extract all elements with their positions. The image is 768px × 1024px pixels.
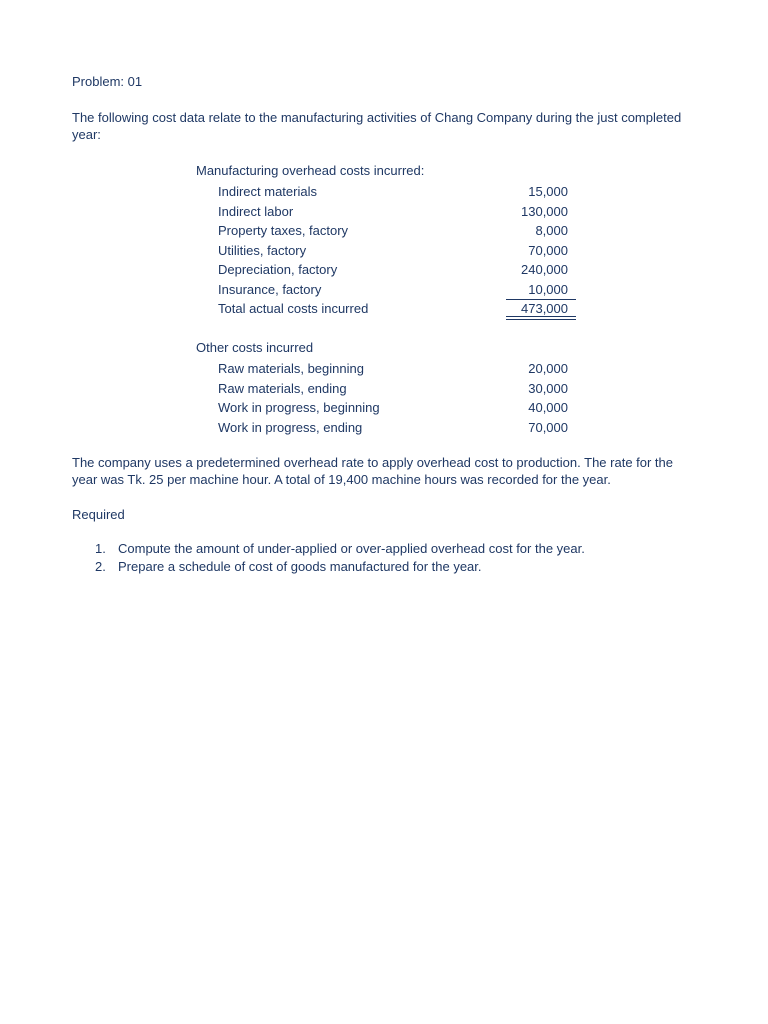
double-total-rule: [506, 316, 576, 320]
cost-label: Utilities, factory: [218, 242, 307, 258]
list-text: Compute the amount of under-applied or over-applied overhead cost for the year.: [118, 541, 585, 556]
cost-row: [218, 398, 576, 418]
other-costs-section-title: Other costs incurred: [196, 340, 314, 355]
cost-row: [218, 221, 576, 241]
cost-row: [218, 202, 576, 222]
cost-label: Raw materials, beginning: [218, 361, 364, 376]
list-text: Prepare a schedule of cost of goods manufactured for the year.: [118, 559, 482, 574]
problem-heading: Problem: 01: [72, 74, 143, 89]
cost-amount: 10,000: [528, 281, 568, 297]
cost-row: [218, 379, 576, 399]
other-cost-table: [218, 359, 576, 437]
cost-amount: 15,000: [528, 184, 568, 199]
cost-amount: 70,000: [528, 419, 568, 435]
required-list: [72, 540, 696, 576]
cost-amount: 70,000: [528, 242, 568, 258]
cost-amount: 30,000: [528, 380, 568, 396]
overhead-section-title: Manufacturing overhead costs incurred:: [196, 163, 425, 178]
cost-amount: 40,000: [528, 400, 568, 415]
list-item: [72, 540, 696, 558]
cost-label: Indirect materials: [218, 184, 317, 199]
cost-row: [218, 418, 576, 438]
intro-paragraph: The following cost data relate to the manufacturing activities of Chang Company during the just completed year:: [72, 110, 682, 142]
cost-label: Depreciation, factory: [218, 262, 338, 277]
closing-paragraph: The company uses a predetermined overhead rate to apply overhead cost to production. The rate for the year was Tk. 25 per machine hour. A total of 19,400 machine hours was recorded for the year.: [72, 455, 674, 487]
total-row: [218, 299, 576, 319]
cost-label: Indirect labor: [218, 203, 294, 219]
cost-label: Work in progress, ending: [218, 419, 363, 435]
cost-row: [218, 182, 576, 202]
list-number: 2.: [95, 559, 106, 574]
cost-label: Insurance, factory: [218, 281, 322, 297]
overhead-cost-table: [218, 182, 576, 319]
cost-row: [218, 241, 576, 261]
cost-amount: 240,000: [521, 262, 568, 277]
cost-label: Property taxes, factory: [218, 223, 349, 238]
cost-label: Raw materials, ending: [218, 380, 347, 396]
total-label: Total actual costs incurred: [218, 301, 369, 316]
list-item: [72, 558, 696, 576]
cost-row: [218, 280, 576, 300]
cost-amount: 20,000: [528, 361, 568, 376]
total-amount: 473,000: [521, 301, 568, 316]
cost-row: [218, 359, 576, 379]
cost-amount: 130,000: [521, 203, 568, 219]
cost-row: [218, 260, 576, 280]
required-heading: Required: [72, 507, 125, 522]
cost-amount: 8,000: [535, 223, 568, 238]
cost-label: Work in progress, beginning: [218, 400, 380, 415]
list-number: 1.: [95, 541, 106, 556]
